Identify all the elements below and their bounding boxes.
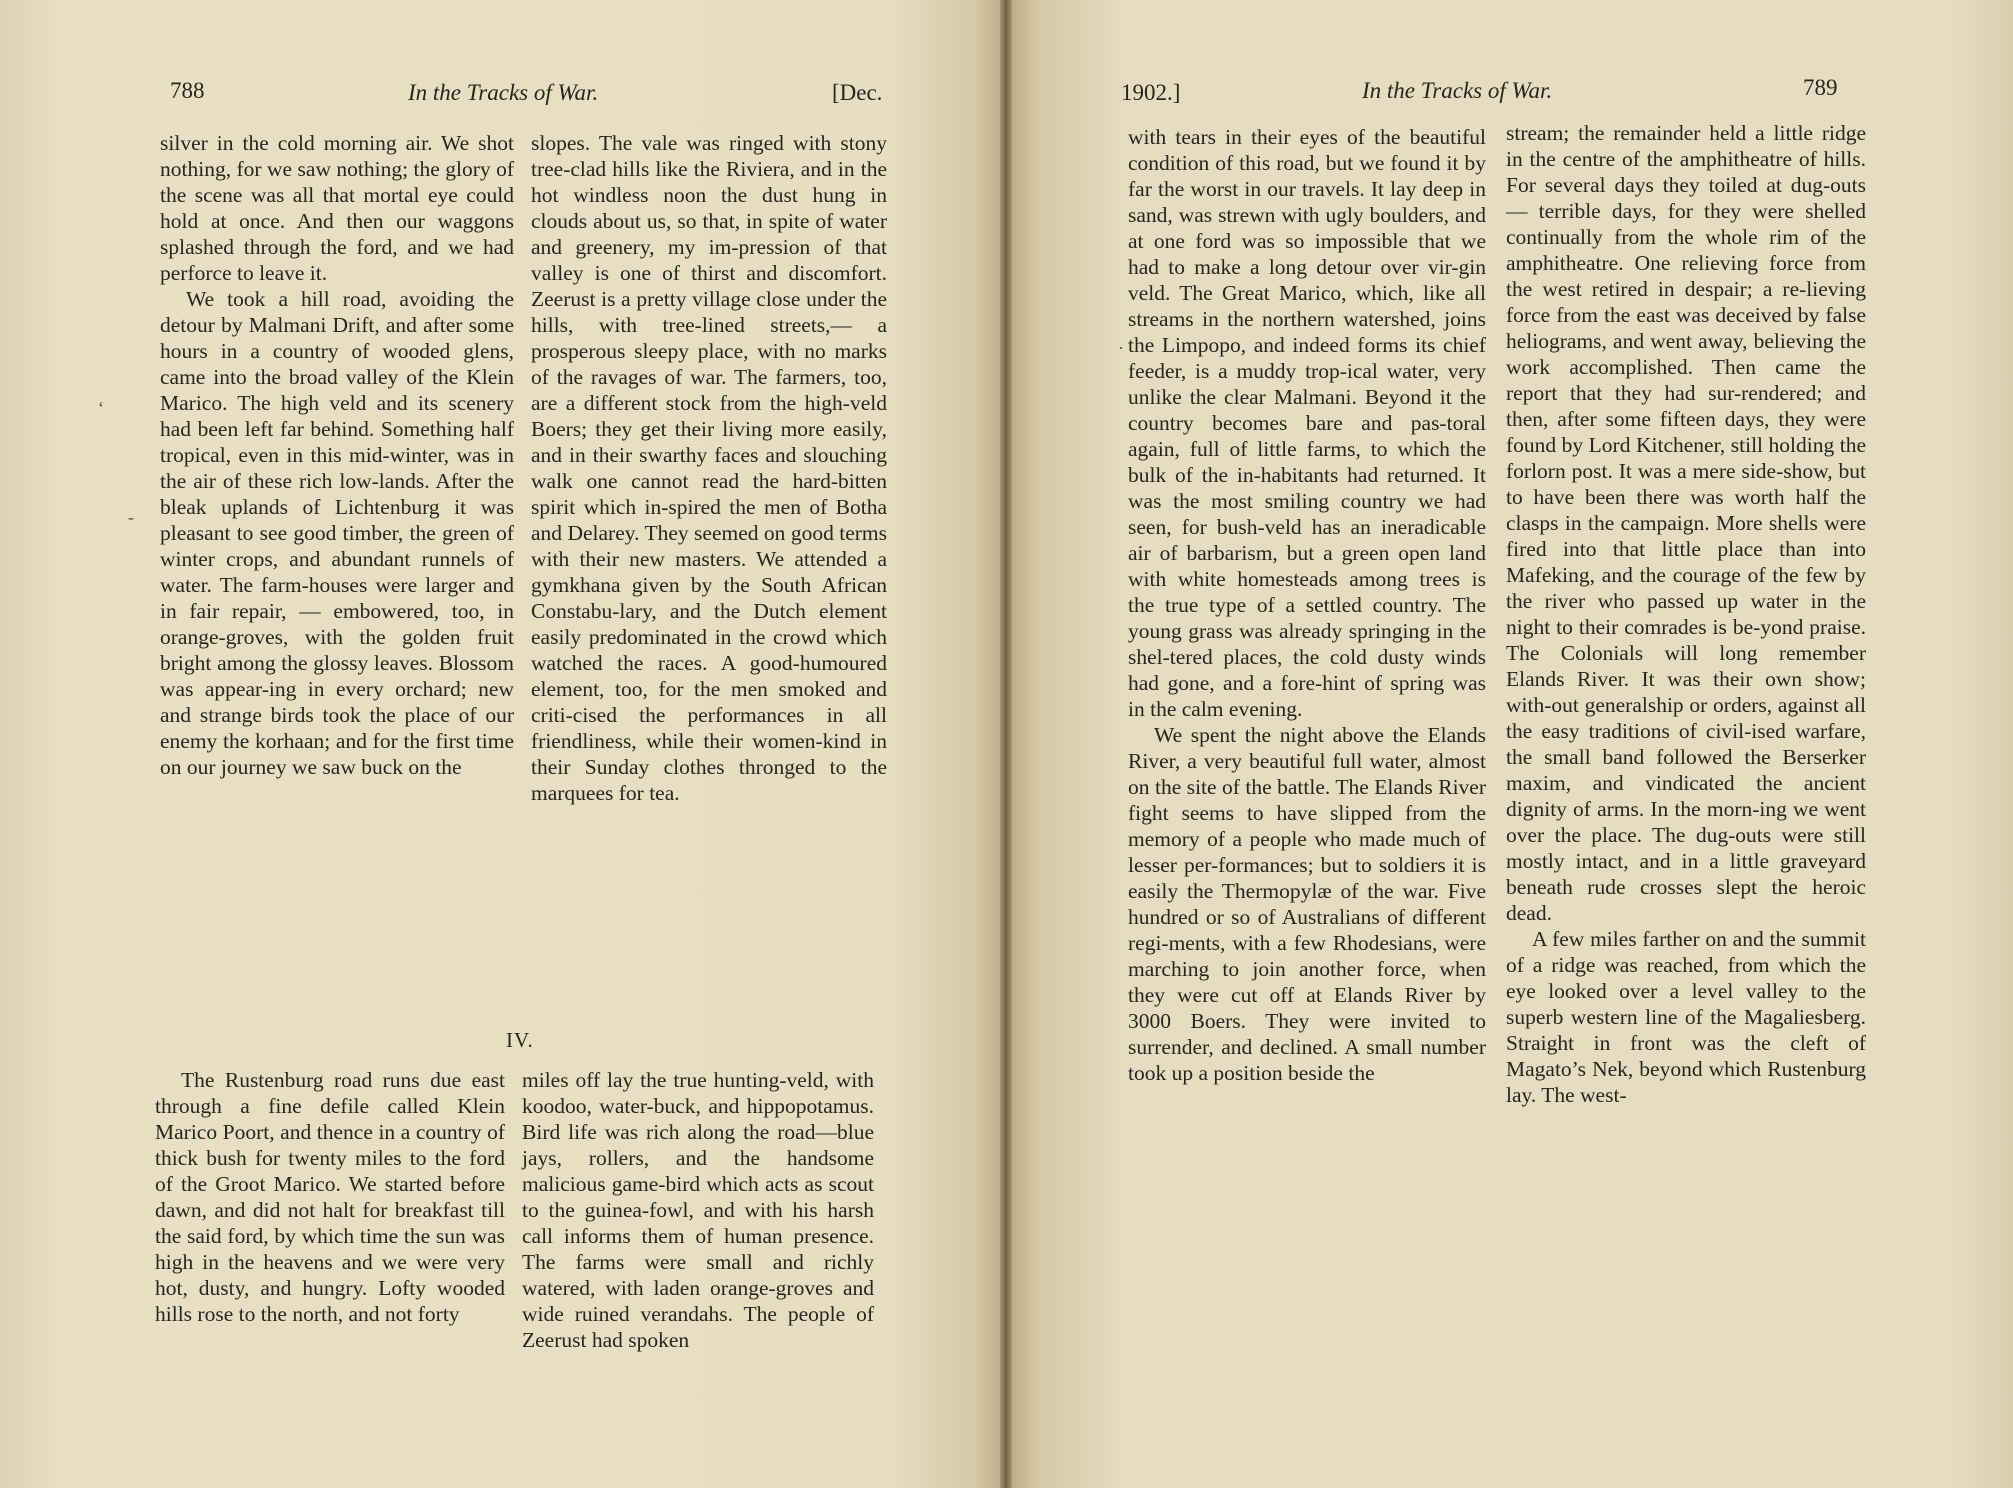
- text-column-4: [522, 1067, 874, 1353]
- paragraph: The Rustenburg road runs due east through a fine defile called Klein Marico Poort, and thence in a country of thick bush for twenty miles to the ford of the Groot Marico. We started before dawn, and did not halt for breakfast till the said ford, by which time the sun was high in the heavens and we were very hot, dusty, and hungry. Lofty wooded hills rose to the north, and not forty: [155, 1068, 505, 1326]
- margin-mark: ·: [1118, 338, 1124, 358]
- page-number: 789: [1803, 75, 1838, 100]
- book-gutter: [1000, 0, 1012, 1488]
- date-tag: [Dec.: [832, 80, 883, 105]
- text-column-2: [531, 130, 887, 806]
- section-numeral: IV.: [506, 1028, 534, 1052]
- text-column-2: [1506, 120, 1866, 1108]
- paragraph: silver in the cold morning air. We shot nothing, for we saw nothing; the glory of the scene was all that mortal eye could hold at once. And then our waggons splashed through the ford, and we had perforce to leave it.: [160, 131, 514, 285]
- margin-mark: -: [128, 507, 134, 527]
- paragraph: We took a hill road, avoiding the detour by Malmani Drift, and after some hours in a country of wooded glens, came into the broad valley of the Klein Marico. The high veld and its scenery had been left far behind. Something half tropical, even in this mid-winter, was in the air of these rich low-lands. After the bleak uplands of Lichtenburg it was pleasant to see good timber, the green of winter crops, and abundant runnels of water. The farm-houses were larger and in fair repair, — embowered, too, in orange-groves, with the golden fruit bright among the glossy leaves. Blossom was appear-ing in every orchard; new and strange birds took the place of our enemy the korhaan; and for the first time on our journey we saw buck on the: [160, 287, 514, 779]
- paragraph: with tears in their eyes of the beautiful condition of this road, but we found it by far the worst in our travels. It lay deep in sand, was strewn with ugly boulders, and at one ford was so impossible that we had to make a long detour over vir-gin veld. The Great Marico, which, like all streams in the northern watershed, joins the Limpopo, and indeed forms its chief feeder, is a muddy trop-ical water, very unlike the clear Malmani. Beyond it the country becomes bare and pas-toral again, full of little farms, to which the bulk of the in-habitants had returned. It was the most smiling country we had seen, for bush-veld has an ineradicable air of barbarism, but a green open land with white homesteads among trees is the true type of a settled country. The young grass was already springing in the shel-tered places, the cold dusty winds had gone, and a fore-hint of spring was in the calm evening.: [1128, 125, 1486, 721]
- paragraph: slopes. The vale was ringed with stony tree-clad hills like the Riviera, and in the hot windless noon the dust hung in clouds about us, so that, in spite of water and greenery, my im-pression of that valley is one of thirst and discomfort. Zeerust is a pretty village close under the hills, with tree-lined streets,— a prosperous sleepy place, with no marks of the ravages of war. The farmers, too, are a different stock from the high-veld Boers; they get their living more easily, and in their swarthy faces and slouching walk one cannot read the hard-bitten spirit which in-spired the men of Botha and Delarey. They seemed on good terms with their new masters. We attended a gymkhana given by the South African Constabu-lary, and the Dutch element easily predominated in the crowd which watched the races. A good-humoured element, too, for the men smoked and criti-cised the performances in all friendliness, while their women-kind in their Sunday clothes thronged to the marquees for tea.: [531, 131, 887, 805]
- paragraph: A few miles farther on and the summit of a ridge was reached, from which the eye looked over a level valley to the superb western line of the Magaliesberg. Straight in front was the cleft of Magato’s Nek, beyond which Rustenburg lay. The west-: [1506, 927, 1866, 1107]
- paragraph: We spent the night above the Elands River, a very beautiful full water, almost on the site of the battle. The Elands River fight seems to have slipped from the memory of a people who made much of lesser per-formances; but to soldiers it is easily the Thermopylæ of the war. Five hundred or so of Australians of different regi-ments, with a few Rhodesians, were marching to join another force, when they were cut off at Elands River by 3000 Boers. They were invited to surrender, and declined. A small number took up a position beside the: [1128, 723, 1486, 1085]
- text-column-1: [160, 130, 514, 780]
- page-number: 788: [170, 78, 205, 103]
- date-tag: 1902.]: [1121, 80, 1181, 105]
- paragraph: stream; the remainder held a little ridge in the centre of the amphitheatre of hills. For several days they toiled at dug-outs — terrible days, for they were shelled continually from the whole rim of the amphitheatre. One relieving force from the west retired in despair; a re-lieving force from the east was deceived by false heliograms, and went away, believing the work accomplished. Then came the report that they had sur-rendered; and then, after some fifteen days, they were found by Lord Kitchener, still holding the forlorn post. It was a mere side-show, but to have been there was worth half the clasps in the campaign. More shells were fired into that little place than into Mafeking, and the courage of the few by the river who passed up water in the night to their comrades is be-yond praise. The Colonials will long remember Elands River. It was their own show; with-out generalship or orders, against all the easy traditions of civil-ised warfare, the small band followed the Berserker maxim, and vindicated the ancient dignity of arms. In the morn-ing we went over the place. The dug-outs were still mostly intact, and in a little graveyard beneath rude crosses slept the heroic dead.: [1506, 121, 1866, 925]
- right-page: [1006, 0, 2013, 1488]
- text-column-1: [1128, 124, 1486, 1086]
- running-title: In the Tracks of War.: [1362, 78, 1553, 103]
- left-page: [0, 0, 1006, 1488]
- paragraph: miles off lay the true hunting-veld, with koodoo, water-buck, and hippopotamus. Bird life was rich along the road—blue jays, rollers, and the handsome malicious game-bird which acts as scout to the guinea-fowl, and with his harsh call informs them of human presence. The farms were small and richly watered, with laden orange-groves and wide ruined verandahs. The people of Zeerust had spoken: [522, 1068, 874, 1352]
- margin-mark: ‘: [98, 398, 104, 418]
- text-column-3: [155, 1067, 505, 1327]
- running-title: In the Tracks of War.: [408, 80, 599, 105]
